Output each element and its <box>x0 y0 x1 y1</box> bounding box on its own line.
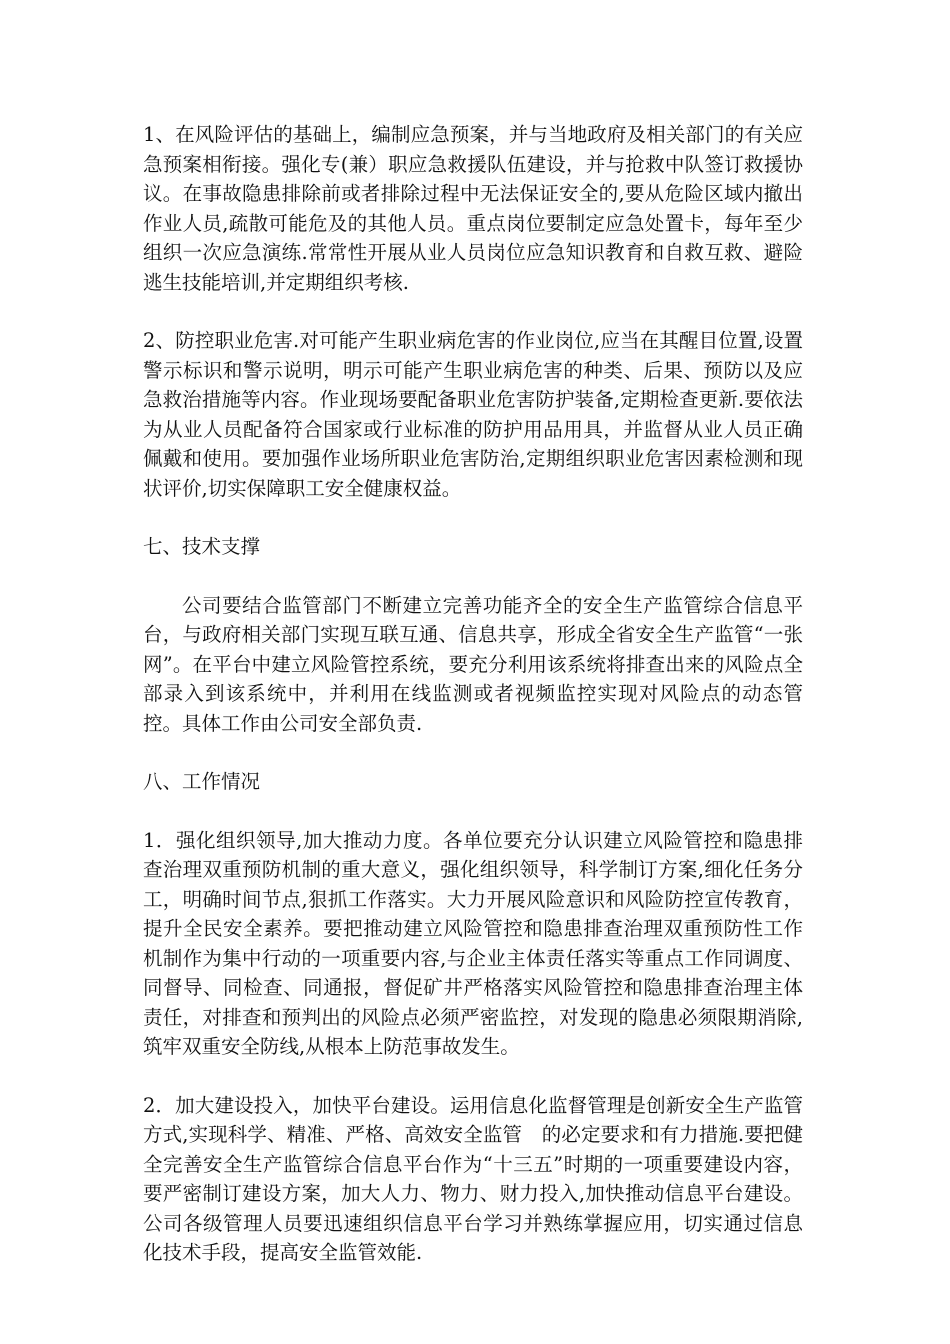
paragraph-emergency-plan: 1、在风险评估的基础上，编制应急预案，并与当地政府及相关部门的有关应急预案相衔接。强化专(兼）职应急救援队伍建设，并与抢救中队签订救援协议。在事故隐患排除前或者排除过程中无法保证安全的,要从危险区域内撤出作业人员,疏散可能危及的其他人员。重点岗位要制定应急处置卡，每年至少组织一次应急演练.常常性开展从业人员岗位应急知识教育和自救互救、避险逃生技能培训,并定期组织考核. <box>143 123 803 294</box>
section-heading-work-status: 八、工作情况 <box>143 770 261 793</box>
section-heading-technical-support: 七、技术支撑 <box>143 535 261 558</box>
paragraph-platform-construction: 2．加大建设投入，加快平台建设。运用信息化监督管理是创新安全生产监管方式,实现科学、精准、严格、高效安全监管 的必定要求和有力措施.要把健全完善安全生产监管综合信息平台作为“十三五”时期的一项重要建设内容，要严密制订建设方案，加大人力、物力、财力投入,加快推动信息平台建设。公司各级管理人员要迅速组织信息平台学习并熟练掌握应用，切实通过信息化技术手段，提高安全监管效能. <box>143 1093 803 1264</box>
paragraph-technical-support: 公司要结合监管部门不断建立完善功能齐全的安全生产监管综合信息平台，与政府相关部门实现互联互通、信息共享，形成全省安全生产监管“一张网”。在平台中建立风险管控系统，要充分利用该系统将排查出来的风险点全部录入到该系统中，并利用在线监测或者视频监控实现对风险点的动态管控。具体工作由公司安全部负责. <box>143 593 803 735</box>
document-page <box>143 120 803 1297</box>
paragraph-organization-leadership: 1．强化组织领导,加大推动力度。各单位要充分认识建立风险管控和隐患排查治理双重预防机制的重大意义，强化组织领导，科学制订方案,细化任务分工，明确时间节点,狠抓工作落实。大力开展风险意识和风险防控宣传教育，提升全民安全素养。要把推动建立风险管控和隐患排查治理双重预防性工作机制作为集中行动的一项重要内容,与企业主体责任落实等重点工作同调度、同督导、同检查、同通报，督促矿井严格落实风险管控和隐患排查治理主体责任，对排查和预判出的风险点必须严密监控，对发现的隐患必须限期消除,筑牢双重安全防线,从根本上防范事故发生。 <box>143 828 803 1058</box>
paragraph-occupational-hazard: 2、防控职业危害.对可能产生职业病危害的作业岗位,应当在其醒目位置,设置警示标识和警示说明，明示可能产生职业病危害的种类、后果、预防以及应急救治措施等内容。作业现场要配备职业危害防护装备,定期检查更新.要依法为从业人员配备符合国家或行业标准的防护用品用具，并监督从业人员正确佩戴和使用。要加强作业场所职业危害防治,定期组织职业危害因素检测和现状评价,切实保障职工安全健康权益。 <box>143 329 803 500</box>
